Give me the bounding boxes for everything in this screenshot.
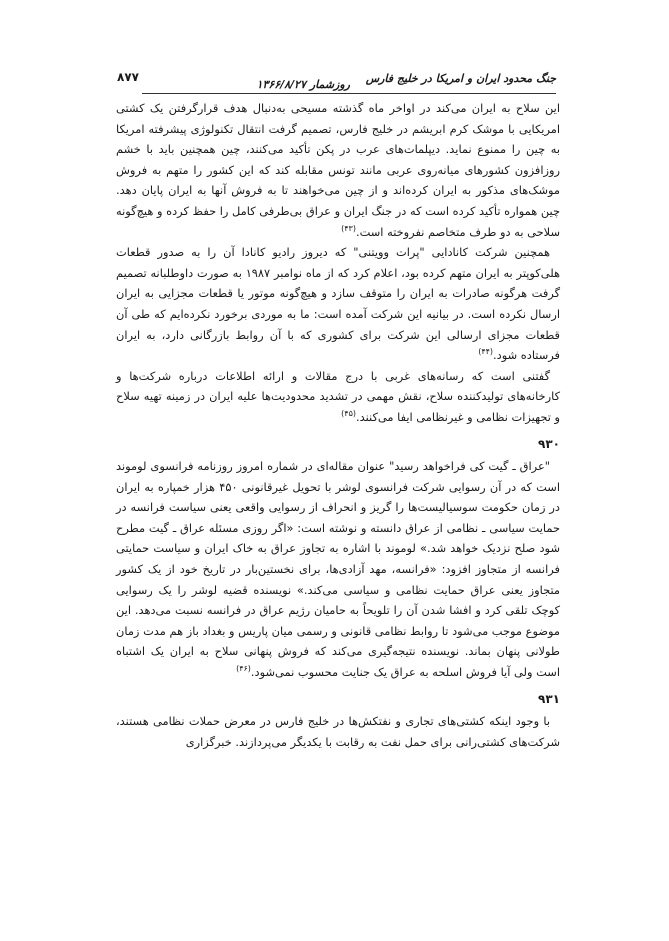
section-number: ۹۳۱ (538, 691, 560, 706)
running-header (116, 70, 556, 92)
paragraph-text: با وجود اینکه کشتی‌های تجاری و نفتکش‌ها در خلیج فارس در معرض حملات نظامی هستند، شرکت‌های کشتی‌رانی برای حمل نفت به رقابت با یکدیگر می‌پردازند. خبرگزاری (116, 714, 560, 749)
section-number: ۹۳۰ (538, 436, 560, 451)
footnote-ref: (۴۵) (341, 408, 356, 418)
footnote-ref: (۴۳) (341, 223, 356, 233)
book-title: جنگ محدود ایران و امریکا در خلیج فارس (365, 72, 556, 85)
body-text (116, 98, 560, 752)
paragraph-text: گفتنی است که رسانه‌های غربی با درج مقالات و ارائه اطلاعات درباره شرکت‌ها و کارخانه‌های تولیدکننده سلاح، نقش مهمی در تشدید محدودیت‌ها علیه ایران در زمینه تهیه سلاح و تجهیزات نظامی و غیرنظامی ایفا می‌کنند. (116, 368, 560, 424)
paragraph-text: "عراق ـ گیت کی فراخواهد رسید" عنوان مقاله‌ای در شماره امروز روزنامه فرانسوی لوموند است که در آن رسوایی شرکت فرانسوی لوشر با تحویل غیرقانونی ۴۵۰ هزار خمپاره به ایران در زمان حکومت سوسیالیست‌ها را گریز و انحراف از رسوایی واقعی یعنی سیاست فرانسه در حمایت سیاسی ـ نظامی از عراق دانسته و نوشته است: «اگر روزی مسئله عراق ـ گیت مطرح شود صلح نزدیک خواهد شد.» لوموند با اشاره به تجاوز عراق به خاک ایران و سیاست حمایتی فرانسه از متجاوز افزود: «فرانسه، مهد آزادی‌ها، برای نخستین‌بار در تاریخ خود از یک کشور متجاوز یعنی عراق حمایت نظامی و سیاسی می‌کند.» نویسنده قضیه لوشر را یک رسوایی کوچک تلقی کرد و افشا شدن آن را تلویحاً به حامیان رژیم عراق در فرانسه نسبت می‌دهد. این موضوع موجب می‌شود تا روابط نظامی قانونی و رسمی میان پاریس و بغداد باز هم مدت زمان طولانی پنهان بماند. نویسنده نتیجه‌گیری می‌کند که فروش پنهانی سلاح به ایران یک اشتباه است ولی آیا فروش اسلحه به عراق یک جنایت محسوب نمی‌شود. (116, 459, 560, 680)
paragraph (116, 242, 560, 366)
paragraph-text: این سلاح به ایران می‌کند در اواخر ماه گذشته مسیحی به‌دنبال هدف قرارگرفتن یک کشتی امریکایی با موشک کرم ابریشم در خلیج فارس، تصمیم گرفت انتقال تکنولوژی پیشرفته امریکا به چین را ممنوع نماید. دیپلمات‌های عرب در پکن تأکید می‌کنند، چین همچنین باید با خشم روزافزون کشورهای میانه‌روی عربی مانند تونس مقابله کند که این کشور را متهم به فروش موشک‌های مذکور به ایران کرده‌اند و از چین می‌خواهند تا به فروش آنها به ایران پایان دهد. چین همواره تأکید کرده است که در جنگ ایران و عراق بی‌طرفی کامل را حفظ کرده و هیچ‌گونه سلاحی به دو طرف متخاصم نفروخته است. (116, 101, 560, 239)
paragraph (116, 711, 560, 752)
paragraph (116, 98, 560, 242)
header-rule (142, 93, 556, 94)
page-number: ۸۷۷ (117, 70, 139, 84)
date-label: روزشمار ۱۳۶۶/۸/۲۷ (256, 78, 350, 91)
paragraph (116, 366, 560, 428)
footnote-ref: (۴۶) (236, 664, 251, 674)
footnote-ref: (۴۴) (478, 347, 494, 357)
paragraph (116, 456, 560, 683)
paragraph-text: همچنین شرکت کانادایی "پرات وویتنی" که دیروز رادیو کانادا آن را به صدور قطعات هلی‌کوپتر به ایران متهم کرده بود، اعلام کرد که از ماه نوامبر ۱۹۸۷ به صورت داوطلبانه تصمیم گرفت هرگونه صادرات به ایران را متوقف سازد و هیچ‌گونه موتور یا قطعات مجزایی به ایران ارسال نکرده است. در بیانیه این شرکت آمده است: ما به موردی برخورد نکرده‌ایم که طی آن قطعات مجزای ارسالی این شرکت برای کشوری که با آن روابط بازرگانی دارد، به ایران فرستاده شود. (116, 245, 560, 363)
